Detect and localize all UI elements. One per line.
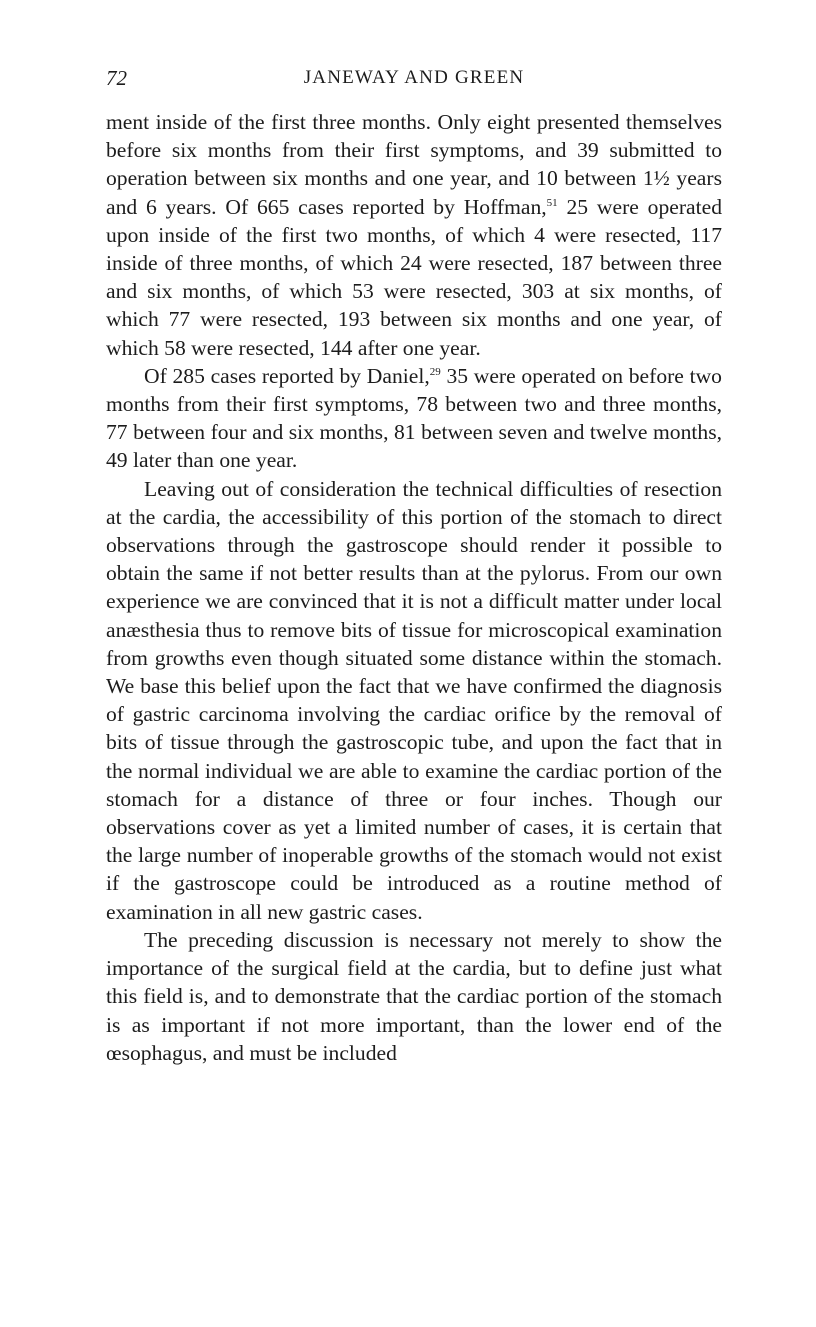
- paragraph-2-text-a: Of 285 cases reported by Daniel,: [144, 363, 430, 388]
- running-head: JANEWAY AND GREEN: [303, 67, 525, 88]
- paragraph-1-text-a: ment inside of the first three months. Only eight presented themselves before six months from their first symptoms, and 39 submitted to operation between six months and one year, and 10 between 1½ years and 6 years. Of 665 cases reported by Hoffman,: [106, 110, 722, 219]
- footnote-ref-29: 29: [429, 365, 441, 378]
- paragraph-4-text: The preceding discussion is necessary not merely to show the importance of the surgical field at the cardia, but to define just what this field is, and to demonstrate that the cardiac portion of the stomach is as important if not more important, than the lower end of the œsophagus, and must be included: [106, 927, 722, 1065]
- footnote-ref-51: 51: [546, 196, 558, 209]
- body-text: [106, 108, 722, 1067]
- paragraph-3: [106, 475, 722, 926]
- paragraph-2-text-b: 35 were operated on before two months from their first symptoms, 78 between two and three months, 77 between four and six months, 81 between seven and twelve months, 49 later than one year.: [106, 363, 722, 473]
- page-header: [106, 66, 722, 96]
- paragraph-3-text: Leaving out of consideration the technical difficulties of resection at the cardia, the accessibility of this portion of the stomach to direct observations through the gastroscope should render it possible to obtain the same if not better results than at the pylorus. From our own experience we are convinced that it is not a difficult matter under local anæsthesia thus to remove bits of tissue for microscopical examination from growths even though situated some distance within the stomach. We base this belief upon the fact that we have confirmed the diagnosis of gastric carcinoma involving the cardiac orifice by the removal of bits of tissue through the gastroscopic tube, and upon the fact that in the normal individual we are able to examine the cardiac portion of the stomach for a distance of three or four inches. Though our observations cover as yet a limited number of cases, it is certain that the large number of inoperable growths of the stomach would not exist if the gastroscope could be introduced as a routine method of examination in all new gastric cases.: [106, 476, 722, 924]
- paragraph-2: [106, 362, 722, 475]
- page-number: 72: [106, 66, 127, 90]
- paragraph-1: [106, 108, 722, 362]
- book-page: [106, 66, 722, 1067]
- paragraph-4: [106, 926, 722, 1067]
- paragraph-1-text-b: 25 were operated upon inside of the first two months, of which 4 were resected, 117 inside of three months, of which 24 were resected, 187 between three and six months, of which 53 were resected, 303 at six months, of which 77 were resected, 193 between six months and one year, of which 58 were resected, 144 after one year.: [106, 194, 722, 360]
